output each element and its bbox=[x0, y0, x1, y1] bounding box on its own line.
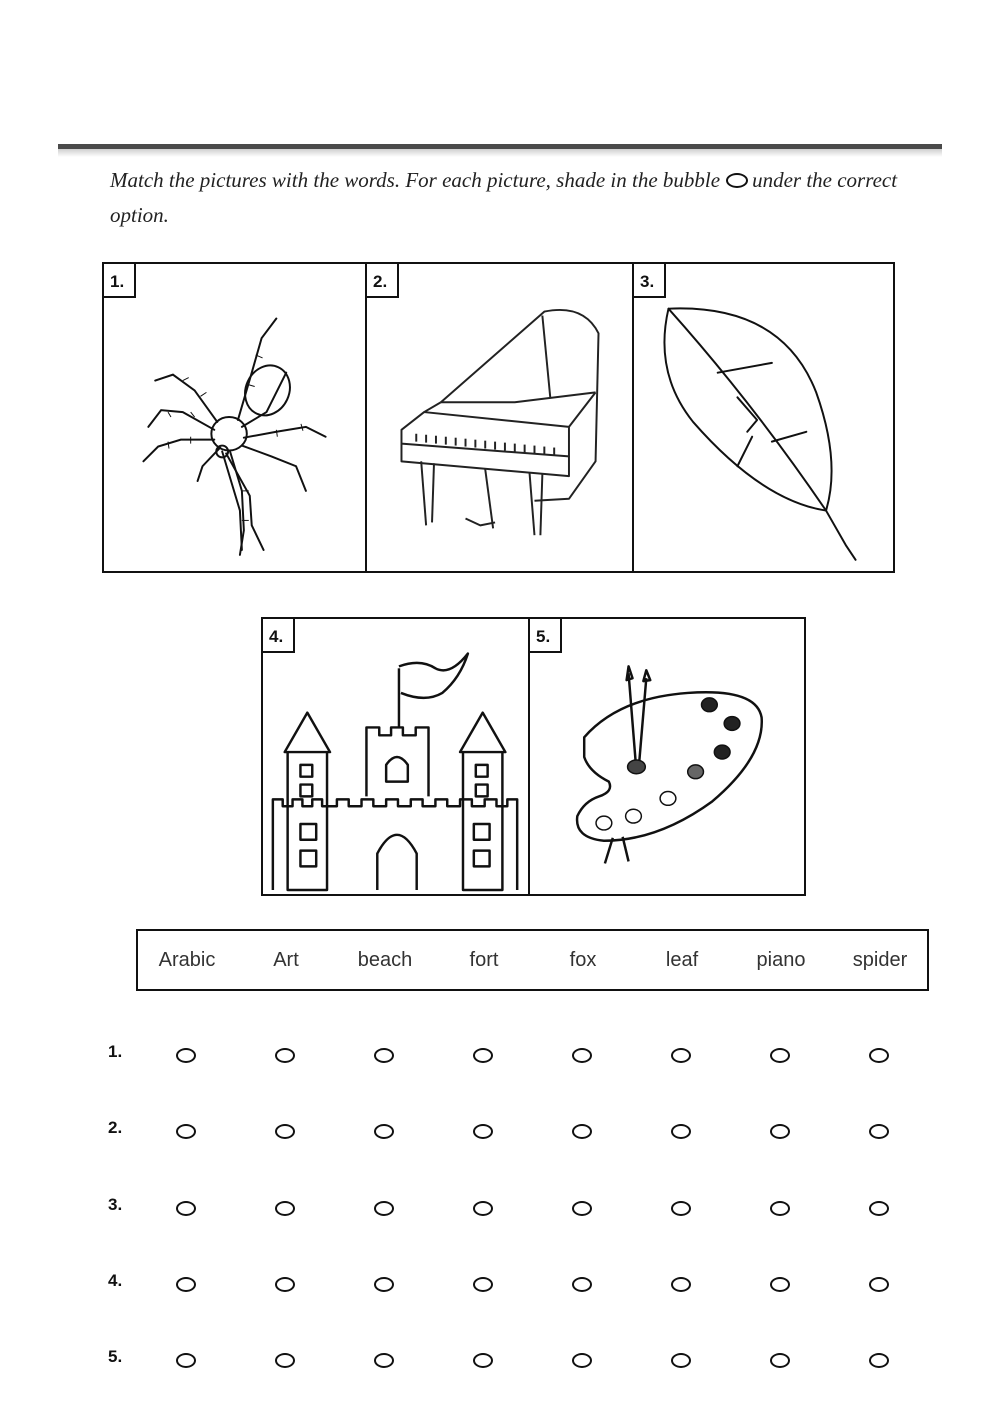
bubble-1-fort[interactable] bbox=[473, 1048, 493, 1063]
bubble-5-piano[interactable] bbox=[770, 1353, 790, 1368]
word-arabic: Arabic bbox=[158, 949, 216, 971]
bubble-1-leaf[interactable] bbox=[671, 1048, 691, 1063]
bubble-4-fox[interactable] bbox=[572, 1277, 592, 1292]
bubble-4-beach[interactable] bbox=[374, 1277, 394, 1292]
picture-box-3 bbox=[632, 262, 895, 573]
bubble-5-fort[interactable] bbox=[473, 1353, 493, 1368]
answer-row-label: 5. bbox=[108, 1347, 123, 1366]
picture-number-1: 1. bbox=[102, 262, 136, 298]
bubble-4-leaf[interactable] bbox=[671, 1277, 691, 1292]
bubble-3-fort[interactable] bbox=[473, 1201, 493, 1216]
answer-row-4 bbox=[0, 1271, 1000, 1301]
answer-row-label: 1. bbox=[108, 1042, 123, 1061]
top-divider-shadow bbox=[58, 149, 942, 157]
word-art: Art bbox=[273, 949, 299, 971]
bubble-5-leaf[interactable] bbox=[671, 1353, 691, 1368]
bubble-5-fox[interactable] bbox=[572, 1353, 592, 1368]
bubble-2-leaf[interactable] bbox=[671, 1124, 691, 1139]
bubble-3-beach[interactable] bbox=[374, 1201, 394, 1216]
bubble-1-art[interactable] bbox=[275, 1048, 295, 1063]
bubble-3-art[interactable] bbox=[275, 1201, 295, 1216]
bubble-5-beach[interactable] bbox=[374, 1353, 394, 1368]
bubble-3-spider[interactable] bbox=[869, 1201, 889, 1216]
bubble-2-arabic[interactable] bbox=[176, 1124, 196, 1139]
word-piano: piano bbox=[756, 949, 806, 971]
piano-icon bbox=[367, 264, 633, 571]
word-beach: beach bbox=[357, 949, 413, 971]
instructions-text-2: under the correct option. bbox=[110, 168, 898, 227]
bubble-2-beach[interactable] bbox=[374, 1124, 394, 1139]
fort-icon bbox=[263, 619, 529, 894]
spider-icon bbox=[104, 264, 365, 571]
word-fox: fox bbox=[569, 949, 597, 971]
bubble-1-arabic[interactable] bbox=[176, 1048, 196, 1063]
bubble-3-fox[interactable] bbox=[572, 1201, 592, 1216]
picture-number-5: 5. bbox=[528, 617, 562, 653]
answer-row-3 bbox=[0, 1195, 1000, 1225]
bubble-1-beach[interactable] bbox=[374, 1048, 394, 1063]
picture-box-1 bbox=[102, 262, 367, 573]
bubble-4-piano[interactable] bbox=[770, 1277, 790, 1292]
word-bank bbox=[136, 929, 929, 991]
bubble-icon bbox=[726, 173, 748, 188]
answer-row-label: 2. bbox=[108, 1118, 123, 1137]
picture-box-2 bbox=[365, 262, 635, 573]
bubble-5-art[interactable] bbox=[275, 1353, 295, 1368]
word-spider: spider bbox=[852, 949, 908, 971]
picture-number-3: 3. bbox=[632, 262, 666, 298]
answer-row-2 bbox=[0, 1118, 1000, 1148]
bubble-1-piano[interactable] bbox=[770, 1048, 790, 1063]
leaf-icon bbox=[634, 264, 893, 571]
answer-row-label: 4. bbox=[108, 1271, 123, 1290]
picture-box-5 bbox=[528, 617, 806, 896]
bubble-4-arabic[interactable] bbox=[176, 1277, 196, 1292]
bubble-1-fox[interactable] bbox=[572, 1048, 592, 1063]
bubble-2-fox[interactable] bbox=[572, 1124, 592, 1139]
picture-number-4: 4. bbox=[261, 617, 295, 653]
answer-row-5 bbox=[0, 1347, 1000, 1377]
answer-row-label: 3. bbox=[108, 1195, 123, 1214]
picture-number-2: 2. bbox=[365, 262, 399, 298]
bubble-4-fort[interactable] bbox=[473, 1277, 493, 1292]
bubble-2-fort[interactable] bbox=[473, 1124, 493, 1139]
bubble-5-spider[interactable] bbox=[869, 1353, 889, 1368]
bubble-2-art[interactable] bbox=[275, 1124, 295, 1139]
bubble-2-piano[interactable] bbox=[770, 1124, 790, 1139]
bubble-5-arabic[interactable] bbox=[176, 1353, 196, 1368]
bubble-4-spider[interactable] bbox=[869, 1277, 889, 1292]
word-leaf: leaf bbox=[665, 949, 699, 971]
bubble-3-leaf[interactable] bbox=[671, 1201, 691, 1216]
picture-box-4 bbox=[261, 617, 531, 896]
palette-icon bbox=[530, 619, 804, 894]
bubble-3-piano[interactable] bbox=[770, 1201, 790, 1216]
answer-row-1 bbox=[0, 1042, 1000, 1072]
instructions bbox=[110, 163, 910, 233]
word-fort: fort bbox=[469, 949, 499, 971]
instructions-text-1: Match the pictures with the words. For each picture, shade in the bubble bbox=[110, 168, 721, 192]
bubble-1-spider[interactable] bbox=[869, 1048, 889, 1063]
bubble-2-spider[interactable] bbox=[869, 1124, 889, 1139]
bubble-4-art[interactable] bbox=[275, 1277, 295, 1292]
bubble-3-arabic[interactable] bbox=[176, 1201, 196, 1216]
